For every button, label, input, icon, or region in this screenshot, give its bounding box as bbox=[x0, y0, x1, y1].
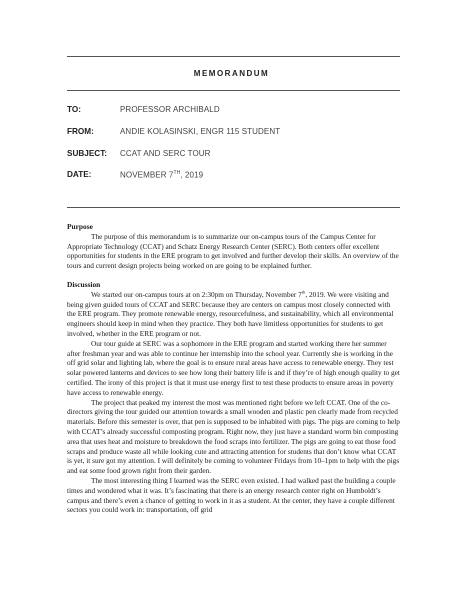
date-year: , 2019 bbox=[180, 170, 204, 180]
purpose-heading: Purpose bbox=[67, 222, 93, 231]
subject-value: CCAT AND SERC TOUR bbox=[120, 149, 211, 158]
discussion-p1-start: We started our on-campus tours at on 2:30pm on Thursday, November 7 bbox=[91, 289, 302, 299]
top-rule bbox=[67, 56, 400, 57]
date-main: NOVEMBER 7 bbox=[120, 170, 174, 180]
date-value bbox=[120, 170, 203, 180]
from-value: ANDIE KOLASINSKI, ENGR 115 STUDENT bbox=[120, 127, 281, 136]
header-rule bbox=[67, 207, 400, 208]
discussion-paragraph-3: The project that peaked my interest the most was mentioned right before we left CCAT. One of the co-directors giving the tour guided our attention towards a small wooden and plastic pen clearly made from recycled materials. Before this semester is over, that pen is supposed to be inhabited with pigs. The pigs are coming to help with CCAT’s already successful composting program. Right now, they just have a standard worm bin composting area that uses heat and moisture to breakdown the food scraps into fertilizer. The pigs are going to eat those food scraps and produce waste all while looking cute and attracting attention for students that don’t know what CCAT is yet, it sure got my attention. I will definitely be coming to volunteer Fridays from 10–1pm to help with the pigs and eat some food grown right from their garden. bbox=[67, 397, 400, 476]
discussion-p1-ordinal: th bbox=[301, 289, 306, 295]
memo-body bbox=[67, 222, 401, 515]
discussion-paragraph-2: Our tour guide at SERC was a sophomore in the ERE program and started working there her summer after freshman year and was able to continue her internship into the school year. Currently she is working in the off grid solar and lighting lab, where the goal is to ensure rural areas have access to renewable energy. They test solar powered lanterns and devices to see how long their battery life is and if they’re of high enough quality to get certified. The irony of this project is that it must use energy first to test these products to ensure areas in poverty have access to renewable energy. bbox=[67, 338, 400, 397]
title-rule bbox=[67, 90, 400, 91]
discussion-paragraph-1 bbox=[67, 290, 401, 339]
date-ordinal: TH bbox=[173, 170, 181, 176]
discussion-p1-rest: , 2019. We were visiting and being given guided tours of CCAT and SERC because they are centers on campus most closely connected with the ERE program. They promote renewable energy, resourcefulness, and sustainability, which all environmental engineers should keep in mind when they practice. They both have limitless opportunities for students to get involved, whether in the ERE program or not. bbox=[67, 289, 394, 338]
date-label: DATE: bbox=[67, 170, 92, 179]
discussion-heading: Discussion bbox=[67, 279, 101, 289]
discussion-paragraph-4: The most interesting thing I learned was the SERC even existed. I had walked past the building a couple times and wondered what it was. It’s fascinating that there is an energy research center right on Humboldt’s campus and there’s even a chance of getting to work in it as a student. At the center, they have a couple different sectors you could work in: transportation, off grid bbox=[67, 475, 396, 515]
memo-title: MEMORANDUM bbox=[193, 69, 270, 78]
to-value: PROFESSOR ARCHIBALD bbox=[120, 105, 220, 114]
subject-label: SUBJECT: bbox=[67, 149, 108, 158]
to-label: TO: bbox=[67, 105, 81, 114]
from-label: FROM: bbox=[67, 127, 94, 136]
purpose-paragraph: The purpose of this memorandum is to summarize our on-campus tours of the Campus Center for Appropriate Technology (CCAT) and Schatz Energy Research Center (SERC). Both centers offer excellent opportunities for students in the ERE program to get involved and further develop their skills. An overview of the tours and current design projects being worked on are going to be explained further. bbox=[67, 231, 399, 271]
